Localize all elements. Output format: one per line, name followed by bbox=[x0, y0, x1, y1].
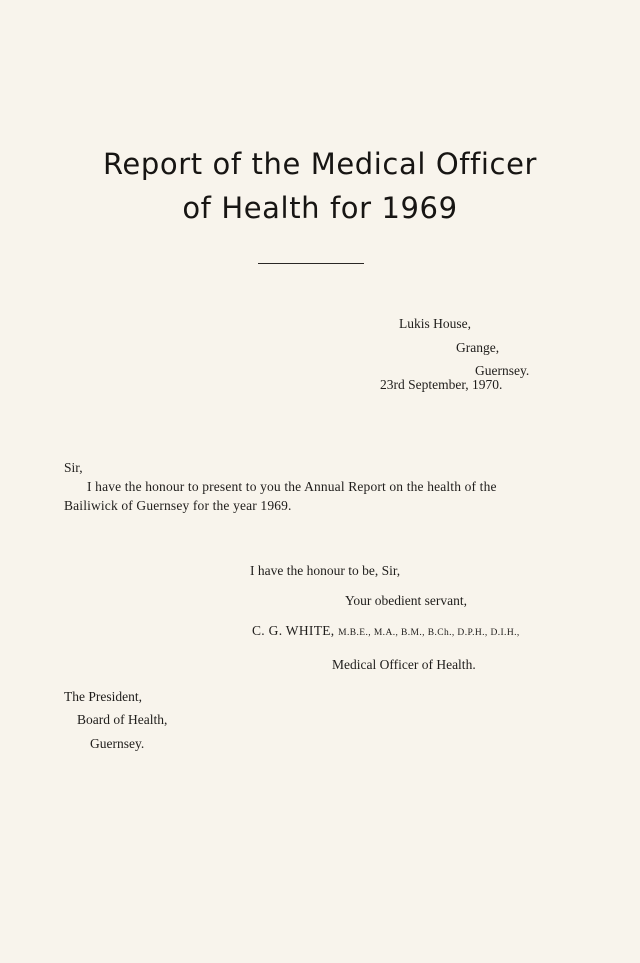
address-line-1: Lukis House, bbox=[399, 316, 471, 331]
letter-body-line-2: Bailiwick of Guernsey for the year 1969. bbox=[64, 498, 292, 513]
signatory-title: Medical Officer of Health. bbox=[332, 657, 476, 672]
signatory bbox=[252, 622, 520, 642]
closing-line-2: Your obedient servant, bbox=[345, 593, 467, 608]
closing-line-1: I have the honour to be, Sir, bbox=[250, 563, 401, 578]
recipient-line-1: The President, bbox=[64, 689, 142, 704]
letter-body-line-1: I have the honour to present to you the Annual Report on the health of the bbox=[87, 479, 497, 494]
letter-date: 23rd September, 1970. bbox=[380, 377, 503, 392]
report-title-line-1: Report of the Medical Officer bbox=[102, 147, 538, 181]
salutation: Sir, bbox=[64, 460, 83, 475]
address-line-2: Grange, bbox=[456, 340, 500, 355]
recipient-line-2: Board of Health, bbox=[77, 712, 168, 727]
signatory-qualifications: M.B.E., M.A., B.M., B.Ch., D.P.H., D.I.H., bbox=[338, 628, 520, 638]
recipient-line-3: Guernsey. bbox=[90, 736, 145, 751]
report-title-line-2: of Health for 1969 bbox=[182, 191, 458, 225]
signatory-name: C. G. WHITE, bbox=[252, 623, 335, 638]
title-divider bbox=[258, 263, 364, 264]
address-line-3: Guernsey. bbox=[475, 363, 530, 378]
